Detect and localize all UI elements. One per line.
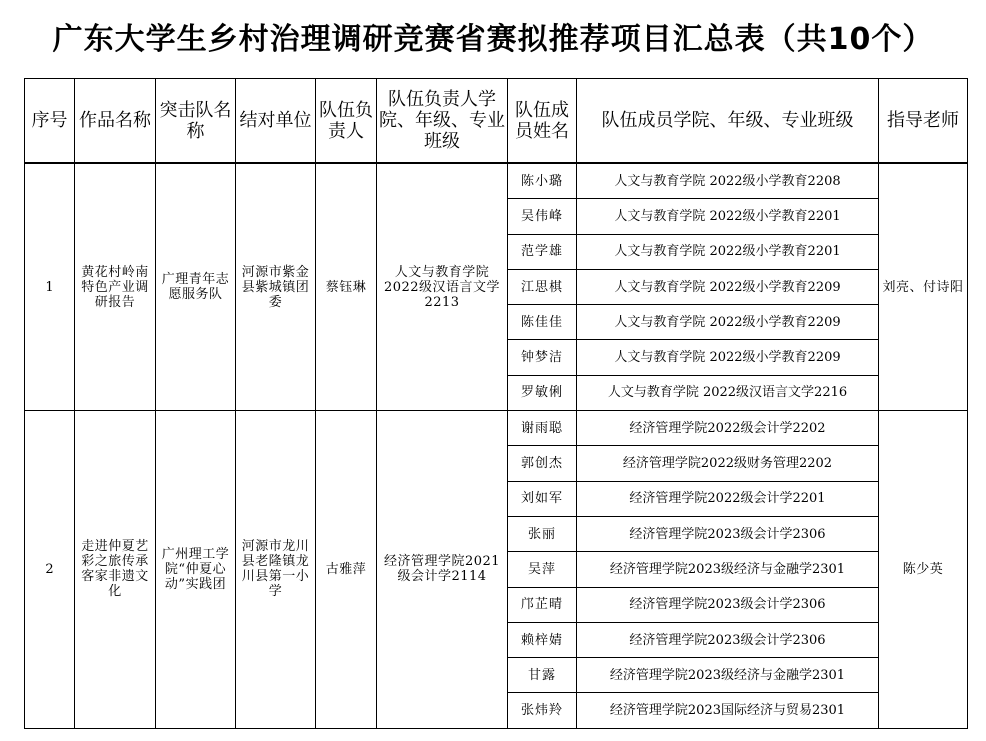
member-name: 赖梓婧 [508,622,577,657]
member-name: 甘露 [508,658,577,693]
member-info: 人文与教育学院 2022级小学教育2208 [577,163,879,199]
col-header-work-name: 作品名称 [75,79,156,164]
project-index: 2 [25,411,75,729]
col-header-leader-info: 队伍负责人学院、年级、专业班级 [377,79,508,164]
member-info: 人文与教育学院 2022级小学教育2209 [577,340,879,375]
project-work-name: 走进仲夏艺彩之旅传承客家非遗文化 [75,411,156,729]
member-name: 陈小璐 [508,163,577,199]
summary-table [24,78,968,729]
member-name: 陈佳佳 [508,305,577,340]
col-header-partner: 结对单位 [236,79,316,164]
member-name: 吴萍 [508,552,577,587]
col-header-index: 序号 [25,79,75,164]
member-info: 人文与教育学院 2022级小学教育2209 [577,305,879,340]
member-info: 经济管理学院2023级会计学2306 [577,516,879,551]
project-work-name: 黄花村岭南特色产业调研报告 [75,163,156,411]
member-name: 钟梦洁 [508,340,577,375]
member-info: 经济管理学院2023级会计学2306 [577,622,879,657]
project-leader-info: 人文与教育学院2022级汉语言文学2213 [377,163,508,411]
member-info: 经济管理学院2022级财务管理2202 [577,446,879,481]
project-partner: 河源市紫金县紫城镇团委 [236,163,316,411]
member-info: 人文与教育学院 2022级汉语言文学2216 [577,375,879,410]
member-info: 经济管理学院2023级经济与金融学2301 [577,552,879,587]
member-name: 江思棋 [508,269,577,304]
member-name: 刘如军 [508,481,577,516]
member-name: 张炜羚 [508,693,577,728]
table-row [25,411,968,446]
member-info: 经济管理学院2022级会计学2201 [577,481,879,516]
member-name: 吴伟峰 [508,199,577,234]
project-index: 1 [25,163,75,411]
member-info: 经济管理学院2023级经济与金融学2301 [577,658,879,693]
project-partner: 河源市龙川县老隆镇龙川县第一小学 [236,411,316,729]
project-leader-info: 经济管理学院2021级会计学2114 [377,411,508,729]
member-info: 经济管理学院2023级会计学2306 [577,587,879,622]
project-team-name: 广理青年志愿服务队 [156,163,236,411]
member-name: 邝芷晴 [508,587,577,622]
member-name: 张丽 [508,516,577,551]
col-header-member-info: 队伍成员学院、年级、专业班级 [577,79,879,164]
header-row [25,79,968,164]
member-info: 人文与教育学院 2022级小学教育2201 [577,199,879,234]
member-name: 范学雄 [508,234,577,269]
project-leader: 蔡钰琳 [316,163,377,411]
page-title: 广东大学生乡村治理调研竞赛省赛拟推荐项目汇总表（共10个） [52,22,934,57]
member-info: 人文与教育学院 2022级小学教育2201 [577,234,879,269]
member-name: 罗敏俐 [508,375,577,410]
col-header-member-name: 队伍成员姓名 [508,79,577,164]
member-name: 郭创杰 [508,446,577,481]
member-name: 谢雨聪 [508,411,577,446]
col-header-advisor: 指导老师 [879,79,968,164]
member-info: 经济管理学院2022级会计学2202 [577,411,879,446]
project-advisor: 刘亮、付诗阳 [879,163,968,411]
project-team-name: 广州理工学院“仲夏心动”实践团 [156,411,236,729]
col-header-team-name: 突击队名称 [156,79,236,164]
member-info: 经济管理学院2023国际经济与贸易2301 [577,693,879,728]
member-info: 人文与教育学院 2022级小学教育2209 [577,269,879,304]
col-header-leader: 队伍负责人 [316,79,377,164]
project-advisor: 陈少英 [879,411,968,729]
project-leader: 古雅萍 [316,411,377,729]
table-row [25,163,968,199]
